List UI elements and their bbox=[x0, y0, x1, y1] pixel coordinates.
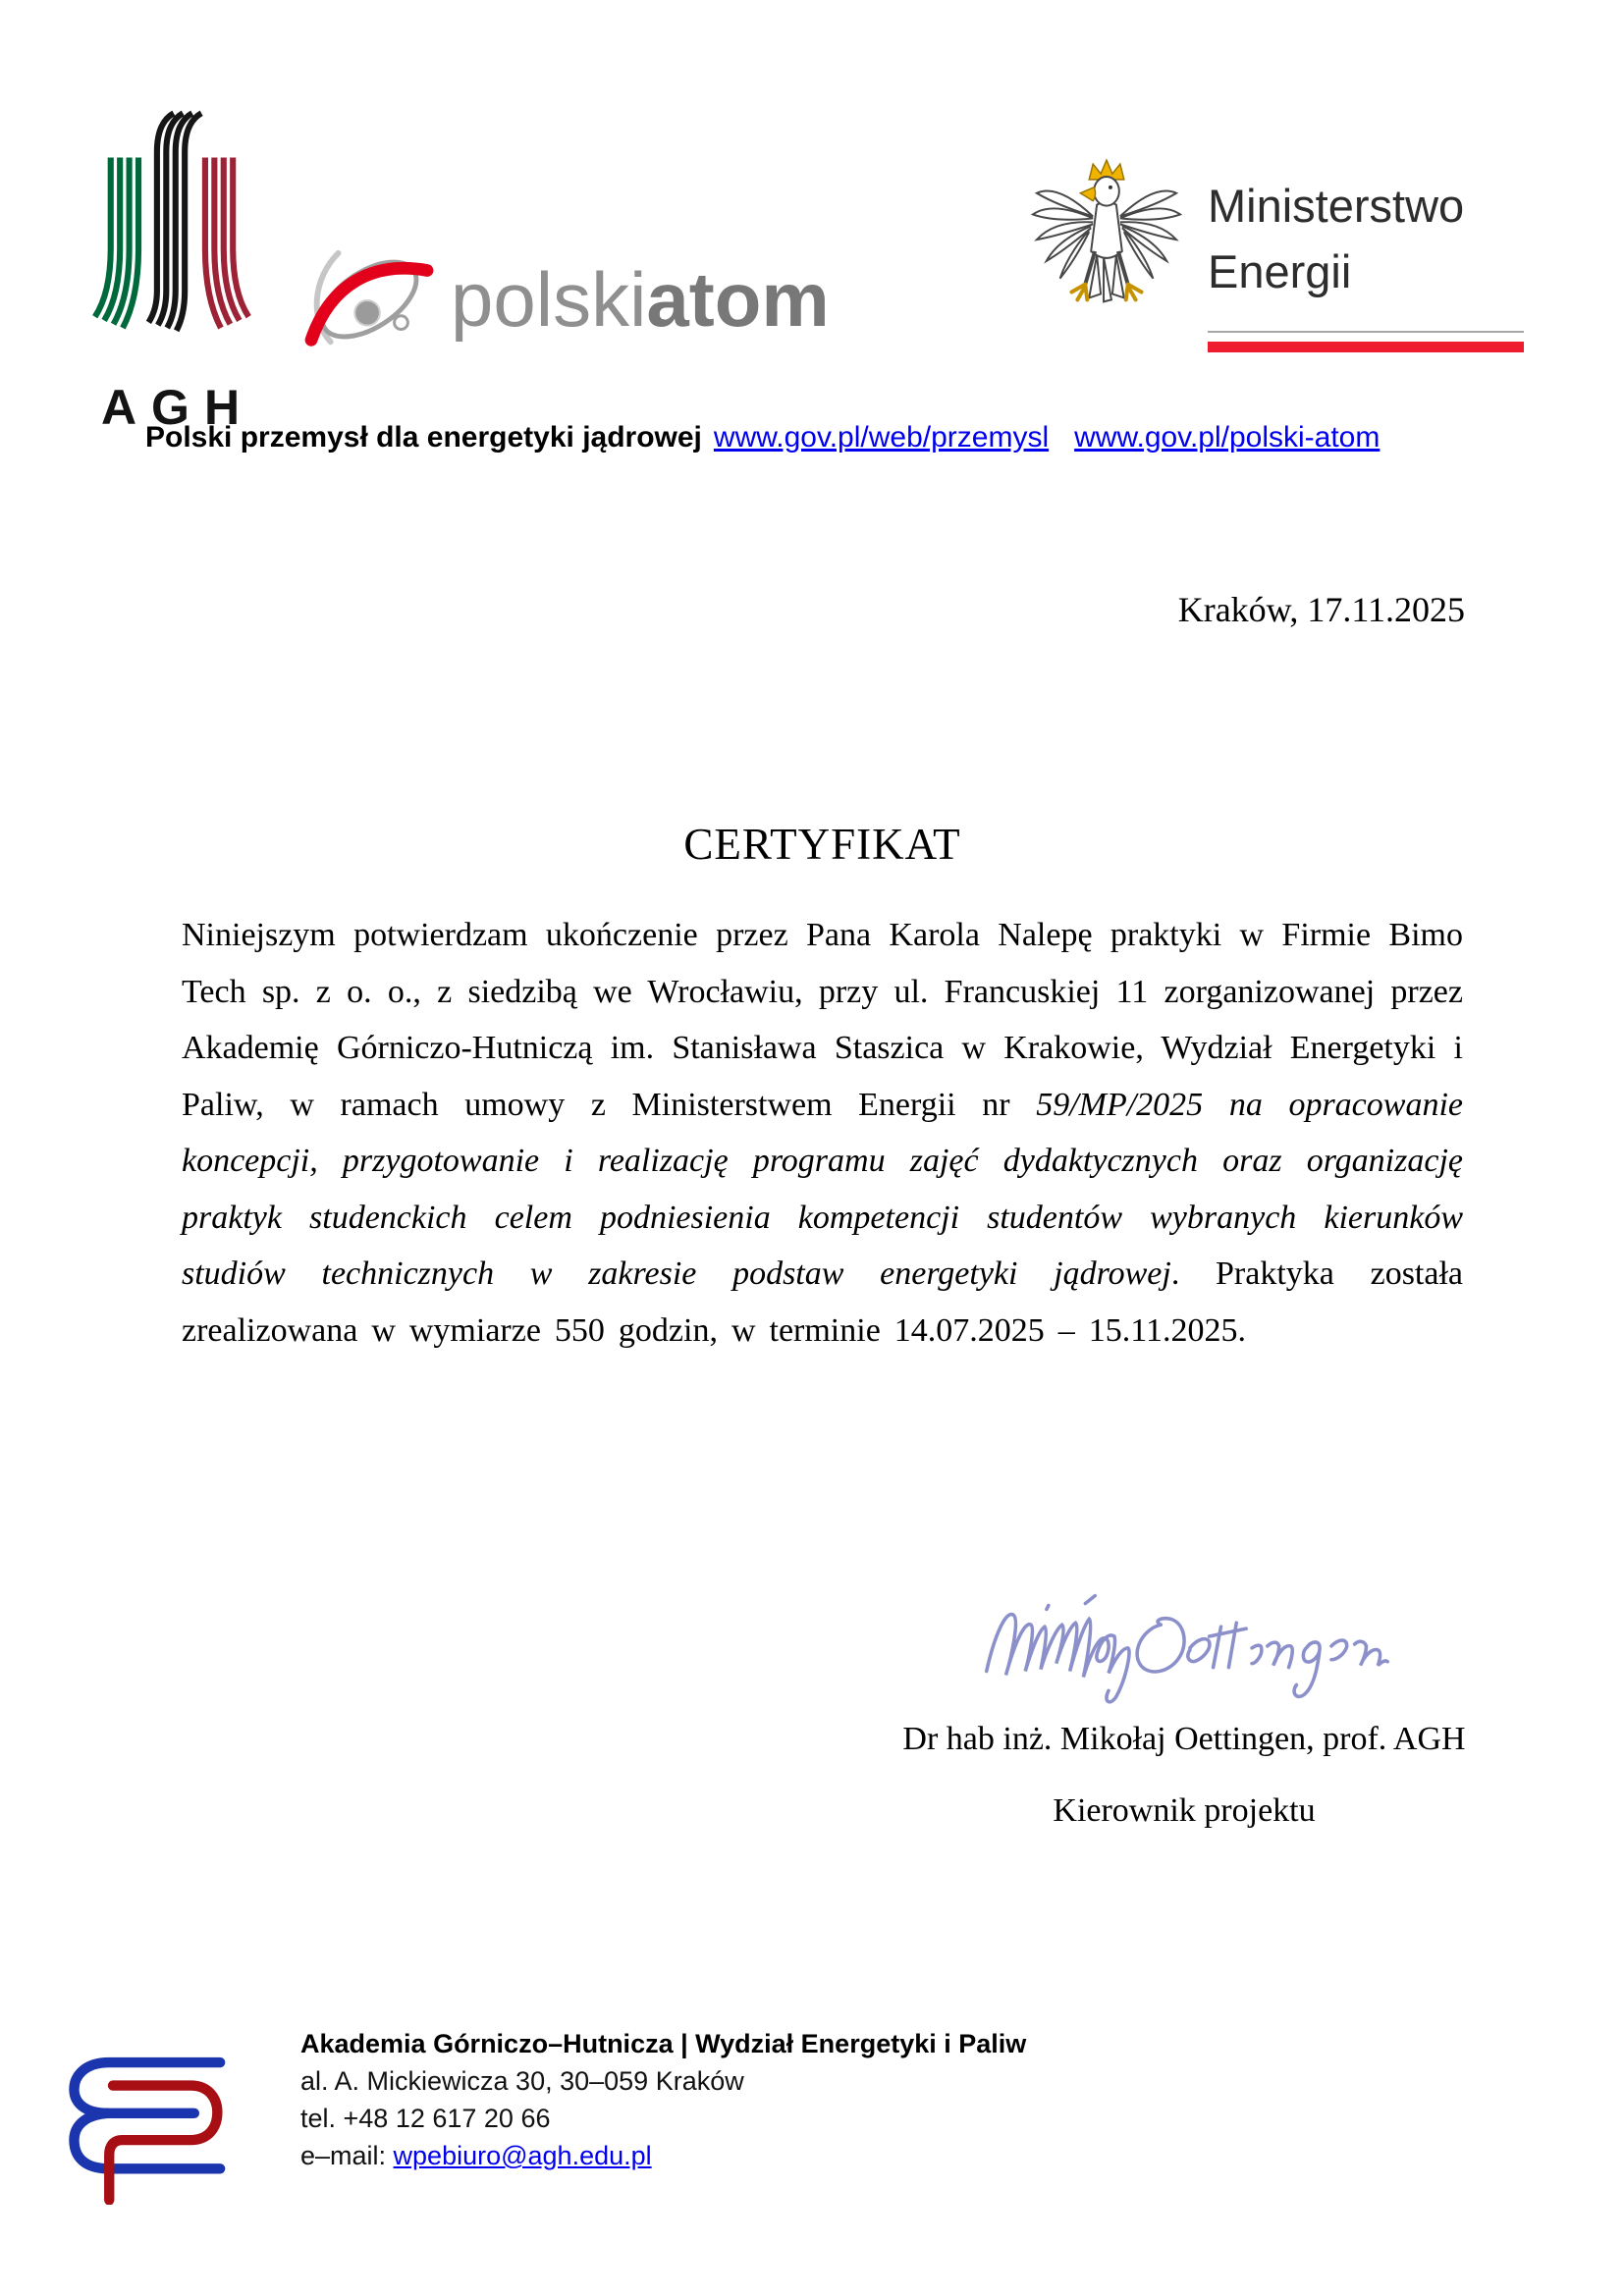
certificate-body bbox=[182, 907, 1463, 1359]
ministry-wordmark bbox=[1208, 173, 1464, 304]
faculty-logo-icon bbox=[63, 2048, 226, 2205]
ministry-divider-line bbox=[1208, 331, 1524, 333]
ministry-line2: Energii bbox=[1208, 245, 1352, 297]
polskiatom-logo bbox=[304, 240, 830, 359]
header-tagline-row bbox=[145, 421, 1380, 454]
footer-email-line bbox=[300, 2137, 1026, 2174]
footer-org: Akademia Górniczo–Hutnicza | Wydział Energetyki i Paliw bbox=[300, 2029, 1027, 2058]
polskiatom-word-atom: atom bbox=[646, 256, 830, 343]
agh-logo-text: AGH bbox=[100, 380, 255, 435]
certificate-title: CERTYFIKAT bbox=[683, 820, 961, 869]
signatory-block bbox=[884, 1720, 1485, 1831]
atom-icon bbox=[304, 241, 437, 357]
footer-email-label: e–mail: bbox=[300, 2141, 394, 2170]
polskiatom-wordmark bbox=[451, 256, 830, 343]
link-gov-polski-atom[interactable]: www.gov.pl/polski-atom bbox=[1074, 421, 1380, 454]
handwritten-signature-image bbox=[970, 1567, 1398, 1712]
footer-email-link[interactable]: wpebiuro@agh.edu.pl bbox=[393, 2141, 652, 2170]
footer-address: al. A. Mickiewicza 30, 30–059 Kraków bbox=[300, 2066, 744, 2096]
polskiatom-word-polski: polski bbox=[451, 256, 647, 343]
polish-eagle-icon bbox=[1029, 154, 1184, 348]
signatory-role: Kierownik projektu bbox=[1053, 1792, 1316, 1829]
body-part1: Niniejszym potwierdzam ukończenie przez Pana Karola Nalepę praktyki w Firmie Bimo Tech sp. z o. o., z siedzibą we Wrocławiu, przy ul. Francuskiej 11 zorganizowanej przez Akademię Górniczo-Hutniczą im. Stanisława Staszica w Krakowie, Wydział Energetyki i Paliw, w ramach umowy z Ministerstwem Energii nr bbox=[182, 917, 1463, 1123]
header-tagline: Polski przemysł dla energetyki jądrowej bbox=[145, 421, 702, 454]
footer-phone: tel. +48 12 617 20 66 bbox=[300, 2104, 551, 2133]
body-part2-italic: 59/MP/2025 na opracowanie koncepcji, przygotowanie i realizację programu zajęć dydaktycznych oraz organizację praktyk studenckich celem podniesienia kompetencji studentów wybranych kierunków studiów technicznych w zakresie podstaw energetyki jądrowej bbox=[182, 1086, 1463, 1292]
agh-emblem-icon bbox=[90, 100, 252, 346]
ministry-line1: Ministerstwo bbox=[1208, 180, 1465, 232]
link-gov-przemysl[interactable]: www.gov.pl/web/przemysl bbox=[713, 421, 1050, 454]
place-date-line: Kraków, 17.11.2025 bbox=[1177, 590, 1465, 629]
body-part3: . Praktyka została zrealizowana w wymiarze 550 godzin, w terminie 14.07.2025 – 15.11.2025. bbox=[182, 1255, 1463, 1349]
footer-contact-block bbox=[300, 2025, 1026, 2174]
signatory-name: Dr hab inż. Mikołaj Oettingen, prof. AGH bbox=[902, 1721, 1466, 1757]
ministry-red-bar bbox=[1208, 342, 1524, 352]
